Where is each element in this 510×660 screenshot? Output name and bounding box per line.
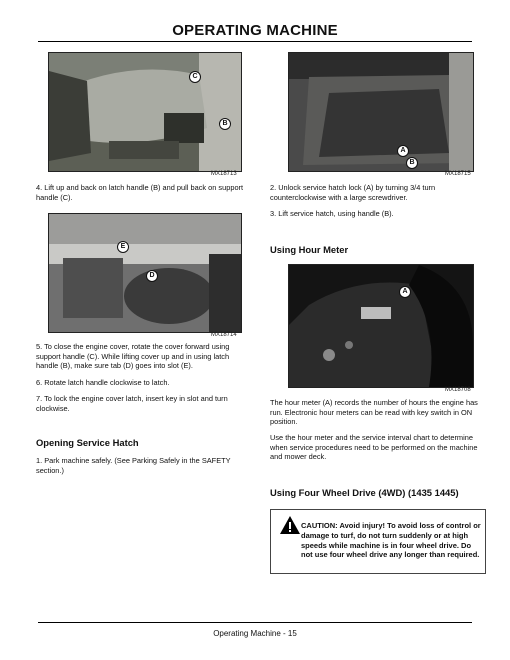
hatch-step-3: 3. Lift service hatch, using handle (B). [270, 209, 394, 218]
callout-b: B [219, 118, 231, 130]
engine-cover-photo [48, 52, 242, 172]
heading-four-wheel-drive: Using Four Wheel Drive (4WD) (1435 1445) [270, 487, 459, 498]
warning-icon [279, 515, 301, 535]
hour-meter-para-1: The hour meter (A) records the number of hours the engine has run. Electronic hour meters can be read with key switch in ON position. [270, 398, 478, 427]
footer-rule [38, 622, 472, 623]
hatch-step-1: 1. Park machine safely. (See Parking Safely in the SAFETY section.) [36, 456, 231, 475]
callout-d: D [146, 270, 158, 282]
engine-slot-illustration [49, 214, 241, 332]
service-hatch-illustration [289, 53, 473, 171]
hour-meter-illustration [289, 265, 473, 387]
service-hatch-photo [288, 52, 474, 172]
header-rule [38, 41, 472, 42]
figure-code: MX18715 [445, 171, 471, 177]
caution-box [270, 509, 486, 574]
figure-code: MX18714 [211, 332, 237, 338]
hatch-step-2: 2. Unlock service hatch lock (A) by turning 3/4 turn counterclockwise with a large screwdriver. [270, 183, 436, 202]
engine-slot-photo [48, 213, 242, 333]
callout-e: E [117, 241, 129, 253]
engine-cover-illustration [49, 53, 241, 171]
figure-code: MX18708 [445, 387, 471, 393]
step-6: 6. Rotate latch handle clockwise to latch. [36, 378, 170, 387]
page-footer: Operating Machine - 15 [213, 629, 297, 638]
step-7: 7. To lock the engine cover latch, insert key in slot and turn clockwise. [36, 394, 228, 413]
page-title: OPERATING MACHINE [172, 22, 338, 39]
step-4: 4. Lift up and back on latch handle (B) and pull back on support handle (C). [36, 183, 244, 202]
heading-opening-service-hatch: Opening Service Hatch [36, 437, 139, 448]
step-5: 5. To close the engine cover, rotate the cover forward using support handle (C). While lifting cover up and in using latch handle (B), make sure tab (D) goes into slot (E). [36, 342, 230, 371]
hour-meter-para-2: Use the hour meter and the service interval chart to determine when service procedures need to be performed on the machine and mower deck. [270, 433, 478, 462]
caution-text: CAUTION: Avoid injury! To avoid loss of control or damage to turf, do not turn suddenly or at high speeds while machine is in four wheel drive. Do not use four wheel drive any longer than required. [301, 521, 481, 560]
callout-c: C [189, 71, 201, 83]
callout-b: B [406, 157, 418, 169]
heading-hour-meter: Using Hour Meter [270, 244, 349, 255]
figure-code: MX18713 [211, 171, 237, 177]
callout-a: A [397, 145, 409, 157]
callout-a: A [399, 286, 411, 298]
hour-meter-photo [288, 264, 474, 388]
